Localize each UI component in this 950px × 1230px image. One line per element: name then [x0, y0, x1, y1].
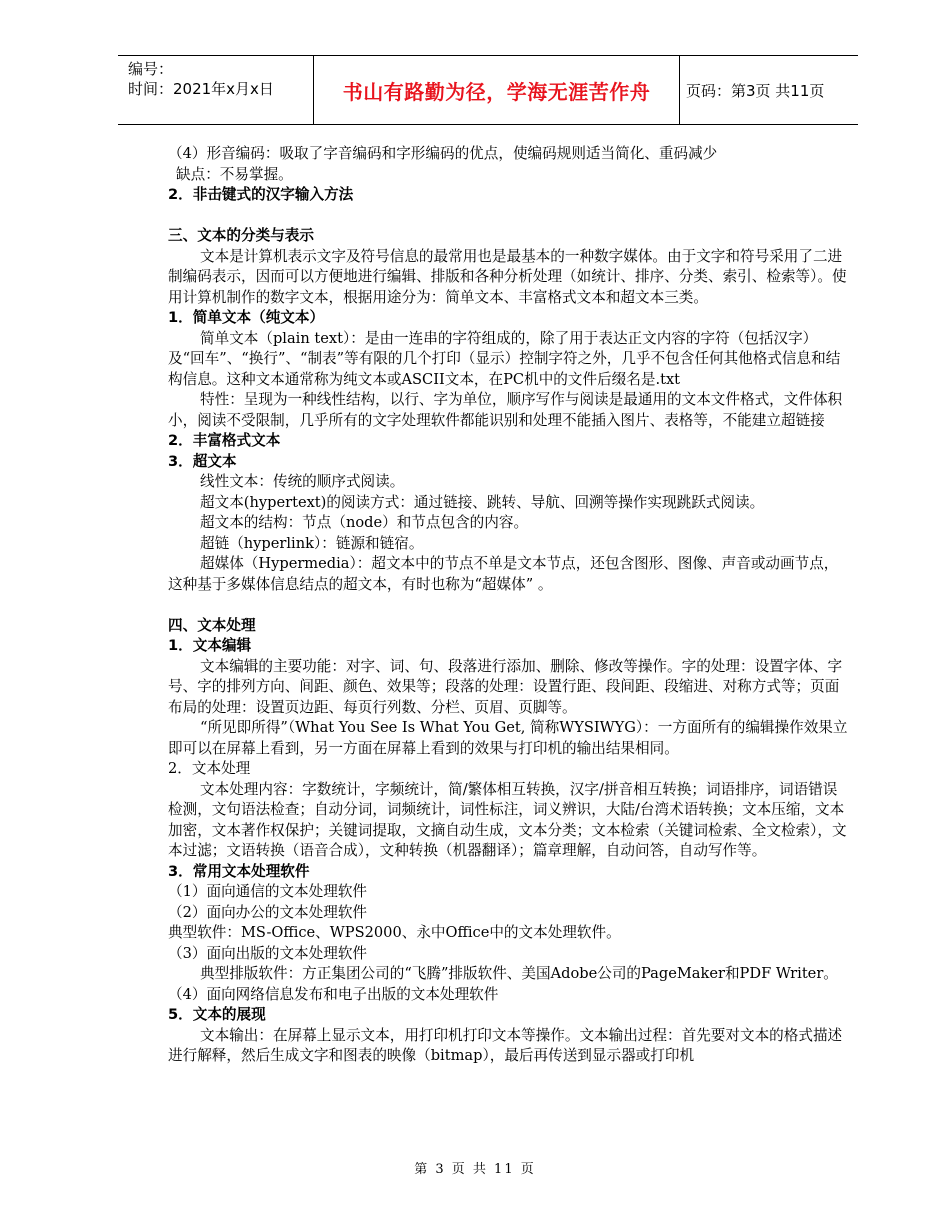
paragraph: 典型排版软件：方正集团公司的“飞腾”排版软件、美国Adobe公司的PageMaker和PDF Writer。 [200, 965, 838, 982]
paragraph: 简单文本（plain text）：是由一连串的字符组成的，除了用于表达正文内容的字符（包括汉字）及“回车”、“换行”、“制表”等有限的几个打印（显示）控制字符之外，几乎不包含任何其他格式信息和结构信息。这种文本通常称为纯文本或ASCII文本，在PC机中的文件后缀名是.txt [168, 329, 841, 388]
paragraph: （4）面向网络信息发布和电子出版的文本处理软件 [168, 985, 499, 1003]
section-heading: 5．文本的展现 [168, 1006, 266, 1023]
header-meta [128, 59, 274, 99]
section-heading: 2．丰富格式文本 [168, 432, 281, 449]
section-heading: 3．超文本 [168, 452, 237, 470]
section-heading: 三、文本的分类与表示 [168, 227, 314, 244]
section-heading: 四、文本处理 [168, 616, 256, 634]
paragraph: （4）形音编码：吸取了字音编码和字形编码的优点，使编码规则适当简化、重码减少 [168, 145, 718, 162]
document-body [168, 144, 850, 1067]
paragraph: （3）面向出版的文本处理软件 [168, 944, 368, 962]
paragraph: 文本处理内容：字数统计，字频统计，简/繁体相互转换，汉字/拼音相互转换；词语排序，词语错误检测，文句语法检查；自动分词，词频统计，词性标注，词义辨识，大陆/台湾术语转换；文本压缩，文本加密，文本著作权保护；关键词提取，文摘自动生成，文本分类；文本检索（关键词检索、全文检索），文本过滤；文语转换（语音合成），文种转换（机器翻译）；篇章理解，自动问答，自动写作等。 [168, 780, 847, 859]
paragraph: 典型软件：MS-Office、WPS2000、永中Office中的文本处理软件。 [168, 924, 621, 941]
paragraph: 文本编辑的主要功能：对字、词、句、段落进行添加、删除、修改等操作。字的处理：设置字体、字号、字的排列方向、间距、颜色、效果等；段落的处理：设置行距、段间距、段缩进、对称方式等；页面布局的处理：设置页边距、每页行列数、分栏、页眉、页脚等。 [168, 657, 843, 716]
header-page-number: 页码：第3页 共11页 [686, 81, 825, 100]
paragraph: 线性文本：传统的顺序式阅读。 [200, 473, 405, 490]
section-heading: 2．非击键式的汉字输入方法 [168, 186, 354, 203]
section-heading: 1．简单文本（纯文本） [168, 309, 325, 326]
document-number-label: 编号： [128, 60, 174, 78]
section-heading: 3．常用文本处理软件 [168, 862, 310, 880]
paragraph: （2）面向办公的文本处理软件 [168, 903, 368, 921]
paragraph: 文本是计算机表示文字及符号信息的最常用也是最基本的一种数字媒体。由于文字和符号采用了二进制编码表示，因而可以方便地进行编辑、排版和各种分析处理（如统计、排序、分类、索引、检索等）。使用计算机制作的数字文本，根据用途分为：简单文本、丰富格式文本和超文本三类。 [168, 247, 847, 306]
paragraph: 超文本的结构：节点（node）和节点包含的内容。 [200, 514, 529, 531]
document-time-label: 时间：2021年x月x日 [128, 80, 274, 98]
paragraph: “所见即所得”（What You See Is What You Get, 简称WYSIWYG）：一方面所有的编辑操作效果立即可以在屏幕上看到，另一方面在屏幕上看到的效果与打印机的输出结果相同。 [168, 719, 848, 757]
page-header [118, 55, 858, 125]
page-footer: 第 3 页 共 11 页 [414, 1162, 536, 1177]
section-heading: 1．文本编辑 [168, 637, 252, 654]
paragraph: 特性：呈现为一种线性结构，以行、字为单位，顺序写作与阅读是最通用的文本文件格式，文件体积小，阅读不受限制，几乎所有的文字处理软件都能识别和处理不能插入图片、表格等，不能建立超链接 [168, 391, 843, 429]
paragraph: 文本输出：在屏幕上显示文本，用打印机打印文本等操作。文本输出过程：首先要对文本的格式描述进行解释，然后生成文字和图表的映像（bitmap），最后再传送到显示器或打印机 [168, 1026, 843, 1064]
header-divider [679, 56, 680, 124]
paragraph: 超文本(hypertext)的阅读方式：通过链接、跳转、导航、回溯等操作实现跳跃式阅读。 [200, 493, 765, 511]
header-motto: 书山有路勤为径，学海无涯苦作舟 [342, 79, 651, 104]
section-heading: 2．文本处理 [168, 760, 251, 777]
paragraph: 超链（hyperlink）：链源和链宿。 [200, 534, 424, 552]
paragraph: 缺点：不易掌握。 [176, 165, 293, 183]
paragraph: （1）面向通信的文本处理软件 [168, 883, 368, 900]
paragraph: 超媒体（Hypermedia）：超文本中的节点不单是文本节点，还包含图形、图像、声音或动画节点，这种基于多媒体信息结点的超文本，有时也称为“超媒体” 。 [168, 555, 839, 593]
